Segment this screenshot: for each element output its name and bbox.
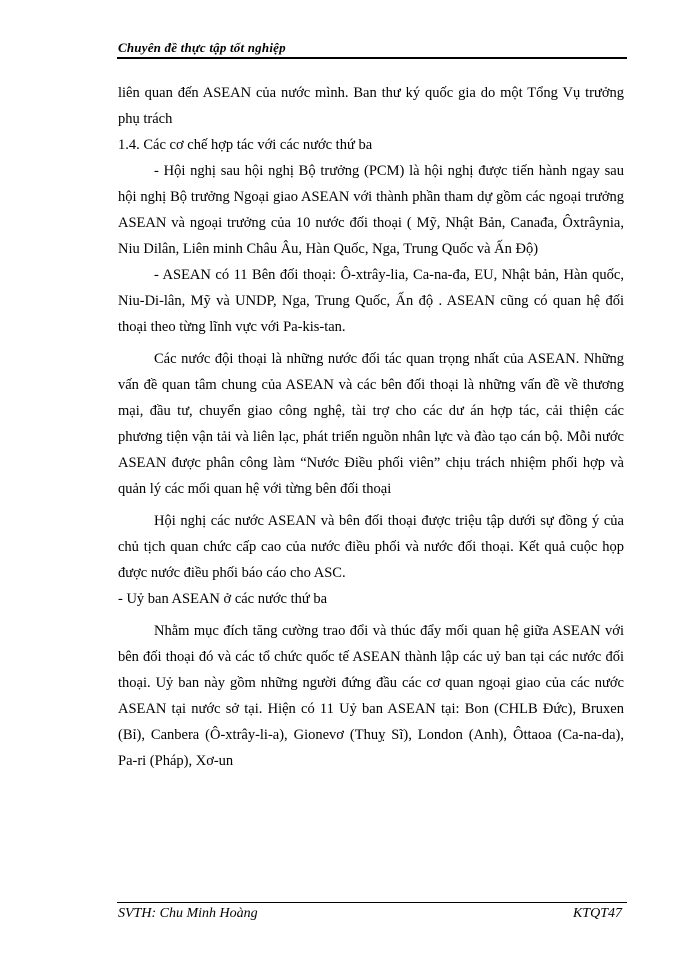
paragraph-asean-meeting: Hội nghị các nước ASEAN và bên đối thoại được triệu tập dưới sự đồng ý của chủ tịch quan chức cấp cao của nước điều phối và nước đối thoại. Kết quả cuộc họp được nước điều phối báo cáo cho ASC.: [118, 513, 624, 581]
footer-rule: [117, 902, 627, 903]
paragraph-asean-committees: Nhằm mục đích tăng cường trao đổi và thúc đẩy mối quan hệ giữa ASEAN với bên đối thoại đó và các tổ chức quốc tế ASEAN thành lập các uỷ ban tại các nước đối thoại. Uỷ ban này gồm những người đứng đầu các cơ quan ngoại giao của các nước ASEAN tại nước sở tại. Hiện có 11 Uỷ ban ASEAN tại: Bon (CHLB Đức), Bruxen (Bỉ), Canbera (Ô-xtrây-li-a), Gionevơ (Thuỵ Sĩ), London (Anh), Ôttaoa (Ca-na-da), Pa-ri (Pháp), Xơ-un: [118, 623, 624, 769]
paragraph-continuation: liên quan đến ASEAN của nước mình. Ban thư ký quốc gia do một Tổng Vụ trưởng phụ trách: [118, 85, 624, 127]
page-header-title: Chuyên đề thực tập tốt nghiệp: [118, 40, 286, 55]
document-body: [118, 80, 624, 774]
paragraph-dialogue-partners: - ASEAN có 11 Bên đối thoại: Ô-xtrây-lia, Ca-na-đa, EU, Nhật bản, Hàn quốc, Niu-Di-lân, Mỹ và UNDP, Nga, Trung Quốc, Ấn độ . ASEAN cũng có quan hệ đối thoại theo từng lĩnh vực với Pa-kis-tan.: [118, 267, 624, 335]
paragraph-pcm: - Hội nghị sau hội nghị Bộ trưởng (PCM) là hội nghị được tiến hành ngay sau hội nghị Bộ trưởng Ngoại giao ASEAN với thành phần tham dự gồm các ngoại trưởng ASEAN và ngoại trưởng của 10 nước đối thoại ( Mỹ, Nhật Bản, Canađa, Ôxtrâynia, Niu Dilân, Liên minh Châu Âu, Hàn Quốc, Nga, Trung Quốc và Ấn Độ): [118, 163, 624, 257]
section-heading: 1.4. Các cơ chế hợp tác với các nước thứ ba: [118, 137, 373, 153]
subsection-heading: - Uỷ ban ASEAN ở các nước thứ ba: [118, 591, 328, 607]
footer-author: SVTH: Chu Minh Hoàng: [118, 906, 258, 921]
header-rule: [117, 57, 627, 59]
footer-class-code: KTQT47: [572, 906, 622, 921]
paragraph-dialogue-countries: Các nước đội thoại là những nước đối tác quan trọng nhất của ASEAN. Những vấn đề quan tâm chung của ASEAN và các bên đối thoại là những vấn đề về thương mại, đầu tư, chuyển giao công nghệ, tài trợ cho các dư án hợp tác, cải thiện các phương tiện vận tải và liên lạc, phát triển nguồn nhân lực và đào tạo cán bộ. Mỗi nước ASEAN được phân công làm “Nước Điều phối viên” chịu trách nhiệm phối hợp và quản lý các mối quan hệ với từng bên đối thoại: [118, 351, 624, 497]
